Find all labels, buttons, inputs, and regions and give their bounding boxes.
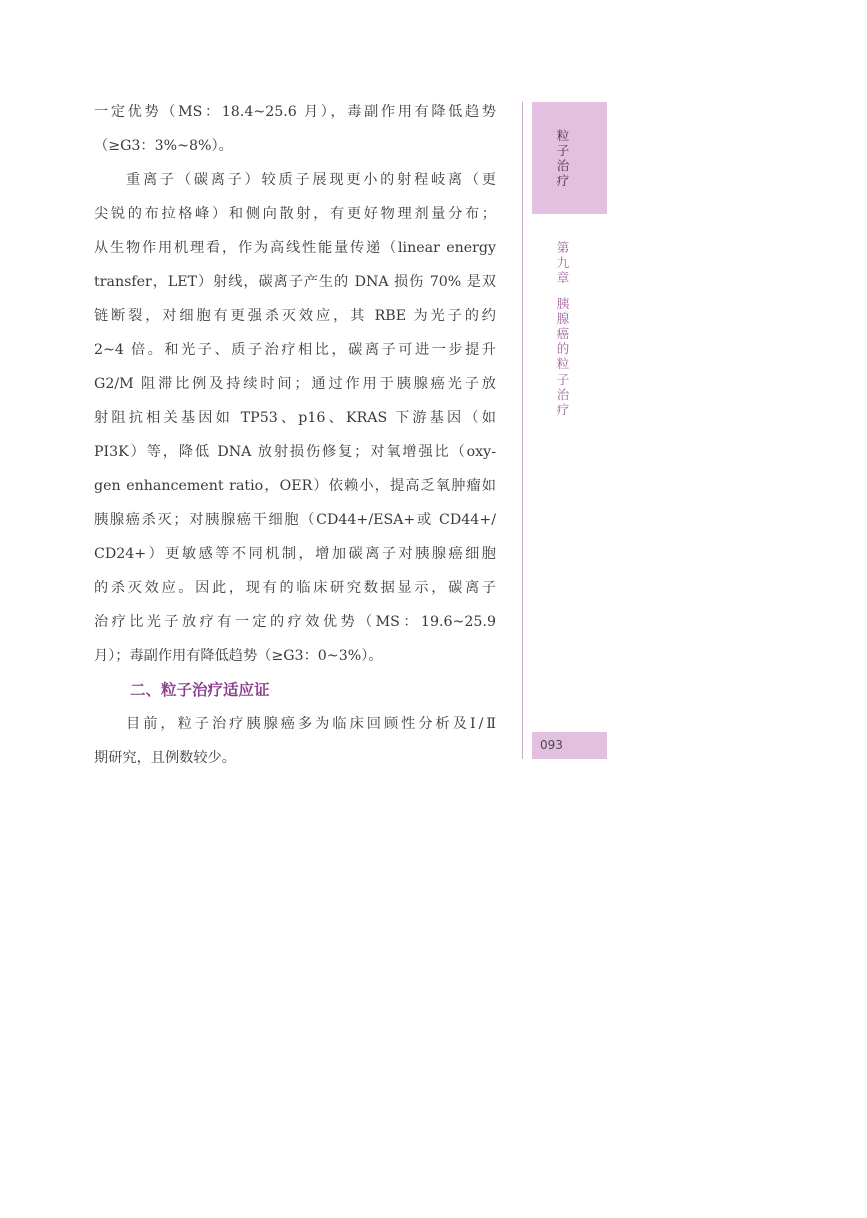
column-divider [522, 102, 523, 759]
body-line: PI3K）等，降低 DNA 放射损伤修复；对氧增强比（oxy- [94, 444, 496, 460]
body-line: 目前，粒子治疗胰腺癌多为临床回顾性分析及Ⅰ/Ⅱ [126, 716, 496, 732]
section-heading: 二、粒子治疗适应证 [130, 681, 270, 699]
body-line: 2~4 倍。和光子、质子治疗相比，碳离子可进一步提升 [94, 342, 496, 358]
body-line: 链断裂，对细胞有更强杀灭效应，其 RBE 为光子的约 [94, 308, 496, 324]
body-line: gen enhancement ratio，OER）依赖小，提高乏氧肿瘤如 [94, 478, 496, 494]
chapter-number: 第九章 [556, 240, 570, 286]
body-line: 胰腺癌杀灭；对胰腺癌干细胞（CD44+/ESA+或 CD44+/ [94, 512, 496, 528]
chapter-running-title [554, 240, 572, 417]
body-line: 射阻抗相关基因如 TP53、p16、KRAS 下游基因（如 [94, 410, 496, 426]
body-text [94, 95, 496, 775]
body-line: （≥G3：3%~8%）。 [94, 138, 233, 154]
body-line: 治疗比光子放疗有一定的疗效优势（MS：19.6~25.9 [94, 614, 496, 630]
body-line: 月）；毒副作用有降低趋势（≥G3：0~3%）。 [94, 648, 383, 664]
body-line: 一定优势（MS：18.4~25.6 月），毒副作用有降低趋势 [94, 104, 496, 120]
body-line: 期研究，且例数较少。 [94, 750, 236, 766]
body-line: G2/M 阻滞比例及持续时间；通过作用于胰腺癌光子放 [94, 376, 496, 392]
body-line: 重离子（碳离子）较质子展现更小的射程岐离（更 [126, 172, 496, 188]
body-line: 尖锐的布拉格峰）和侧向散射，有更好物理剂量分布； [94, 206, 496, 222]
body-line: 的杀灭效应。因此，现有的临床研究数据显示，碳离子 [94, 580, 496, 596]
section-tab-label: 粒子治疗 [556, 128, 570, 188]
body-line: transfer，LET）射线，碳离子产生的 DNA 损伤 70% 是双 [94, 274, 496, 290]
body-line: CD24+）更敏感等不同机制，增加碳离子对胰腺癌细胞 [94, 546, 496, 562]
chapter-title: 胰腺癌的粒子治疗 [556, 295, 570, 418]
body-line: 从生物作用机理看，作为高线性能量传递（linear energy [94, 240, 496, 256]
page-number: 093 [540, 738, 563, 752]
